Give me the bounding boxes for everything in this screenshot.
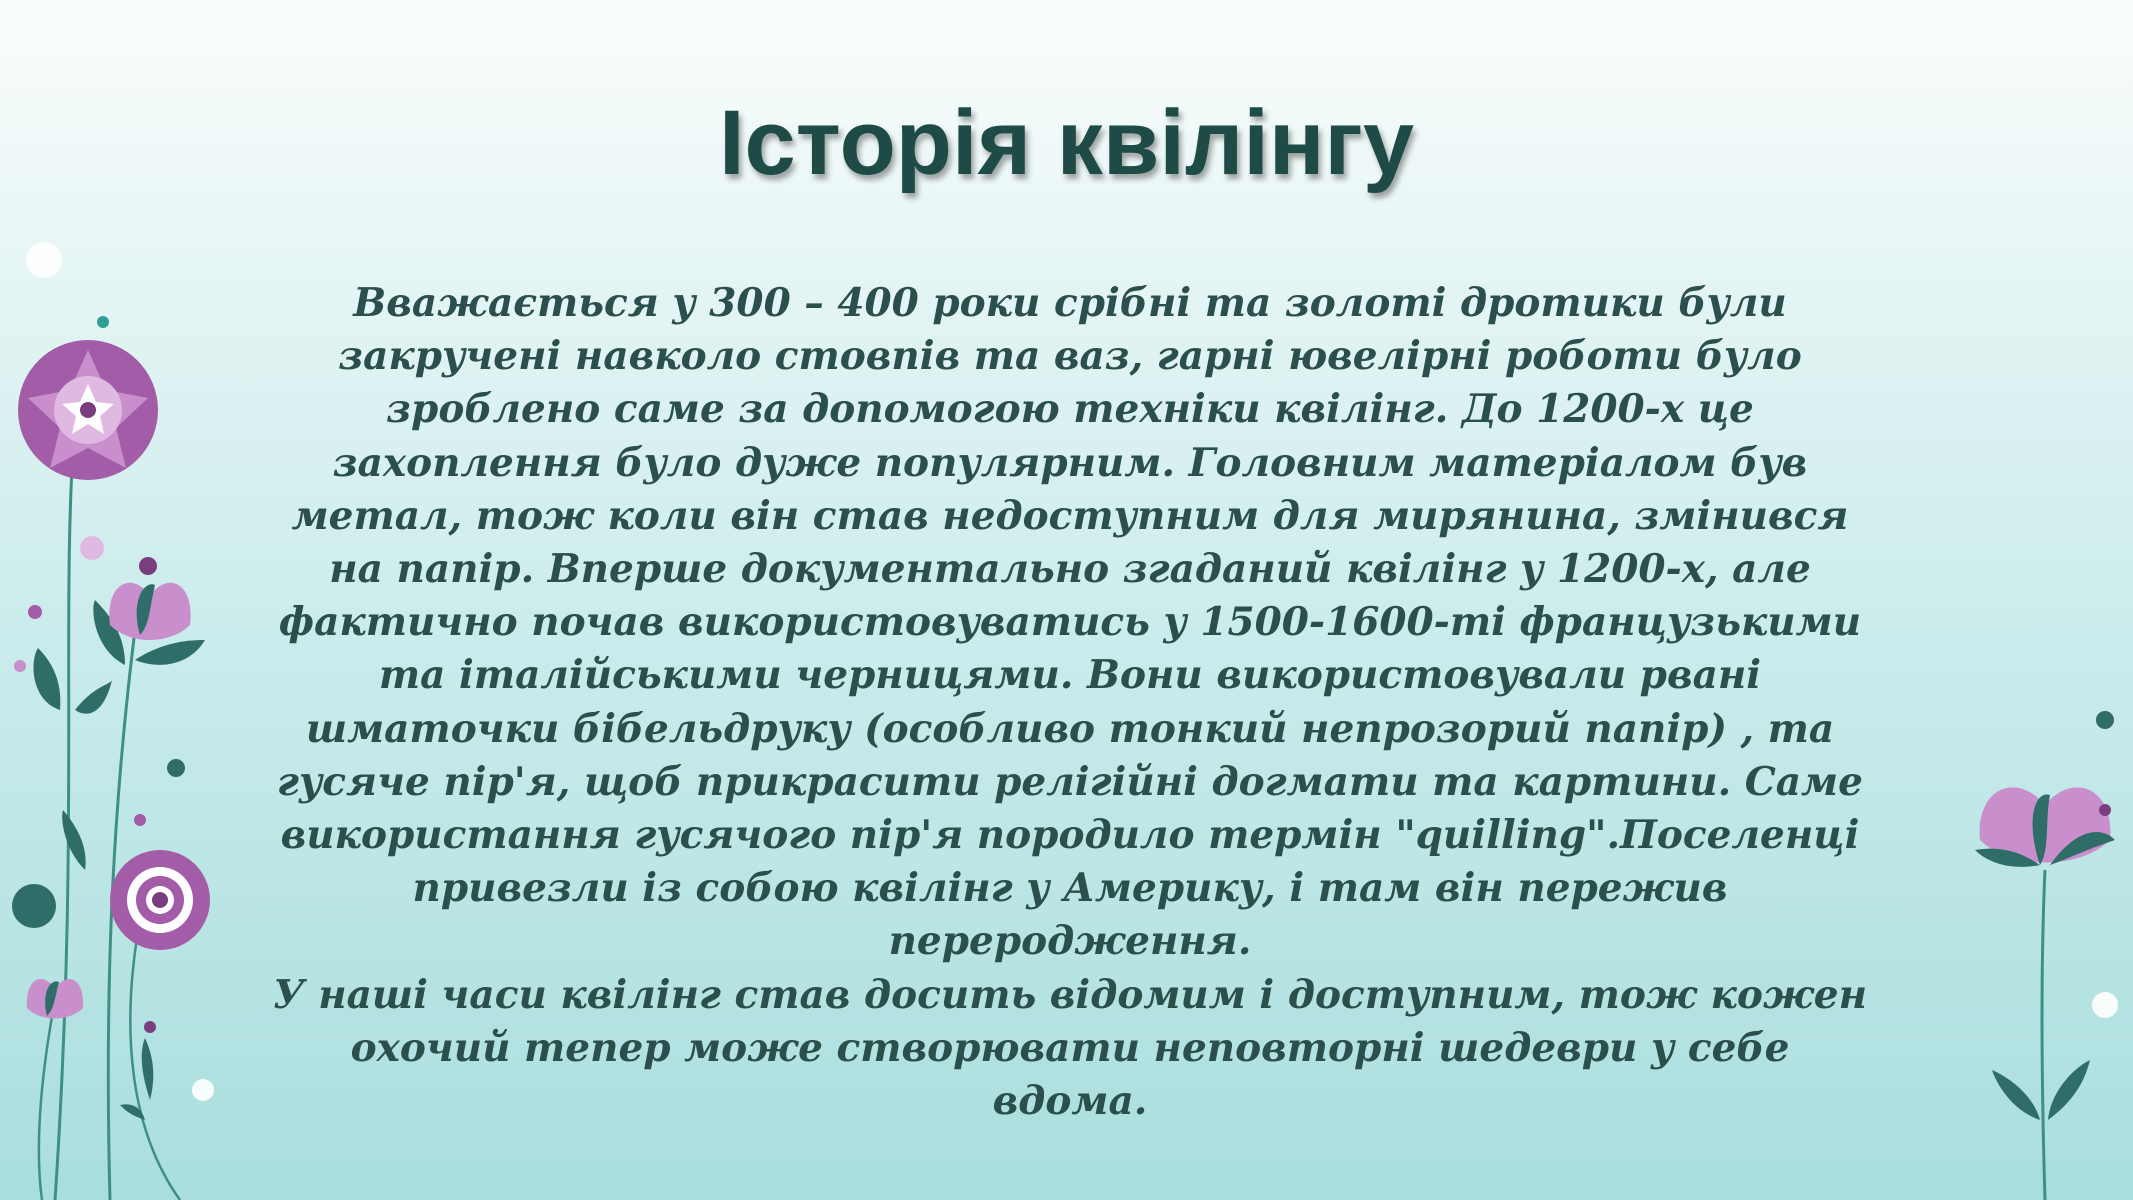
decor-dot <box>12 884 56 928</box>
leaf <box>62 810 85 870</box>
leaf <box>135 640 205 665</box>
flower-large <box>18 340 158 480</box>
leaf <box>1992 1070 2040 1120</box>
decor-dot <box>134 814 146 826</box>
slide-body <box>270 277 1870 1128</box>
right-floral-decoration <box>1950 700 2133 1200</box>
flower-ring <box>110 850 210 950</box>
flower-tulip <box>1975 787 2115 866</box>
decor-dot <box>97 316 109 328</box>
leaf <box>33 648 60 710</box>
left-floral-decoration <box>0 230 230 1200</box>
leaf <box>120 1104 145 1120</box>
body-paragraph: Вважається у 300 – 400 роки срібні та золоті дротики були закручені навколо стовпів та ваз, гарні ювелірні роботи було зроблено саме за допомогою техніки квілінг. До 1200-х це захоплення було дуже популярним. Головним матеріалом був метал, тож коли він став недоступним для мирянина, змінився на папір. Вперше документально згаданий квілінг у 1200-х, але фактично почав використовуватись у 1500-1600-ті французькими та італійськими черницями. Вони використовували рвані шматочки бібельдруку (особливо тонкий непрозорий папір) , та гусяче пір'я, щоб прикрасити релігійні догмати та картини. Саме використання гусячого пір'я породило термін "quilling".Поселенці привезли із собою квілінг у Америку, і там він пережив переродження. <box>277 280 1863 965</box>
leaf <box>2048 1060 2090 1120</box>
flower-tulip <box>109 583 190 640</box>
decor-dot <box>167 759 185 777</box>
flower-stem <box>2042 870 2045 1200</box>
decor-dot <box>2096 711 2114 729</box>
decor-dot <box>139 557 157 575</box>
decor-dot <box>26 242 62 278</box>
decor-dot <box>192 1079 214 1101</box>
flower-stem <box>130 920 180 1200</box>
flower-stem <box>39 1000 55 1200</box>
decor-dot <box>14 660 26 672</box>
decor-dot <box>2092 992 2118 1018</box>
decor-dot <box>28 605 42 619</box>
flower-tulip <box>27 979 83 1019</box>
flower-stem <box>55 420 75 1200</box>
body-paragraph: У наші часи квілінг став досить відомим і доступним, тож кожен охочий тепер може створювати неповторні шедеври у себе вдома. <box>272 971 1868 1125</box>
decor-dot <box>2099 804 2111 816</box>
leaf <box>75 680 112 714</box>
slide-title: Історія квілінгу <box>719 92 1414 194</box>
decor-dot <box>144 1021 156 1033</box>
decor-dot <box>80 536 104 560</box>
leaf <box>142 1038 154 1100</box>
